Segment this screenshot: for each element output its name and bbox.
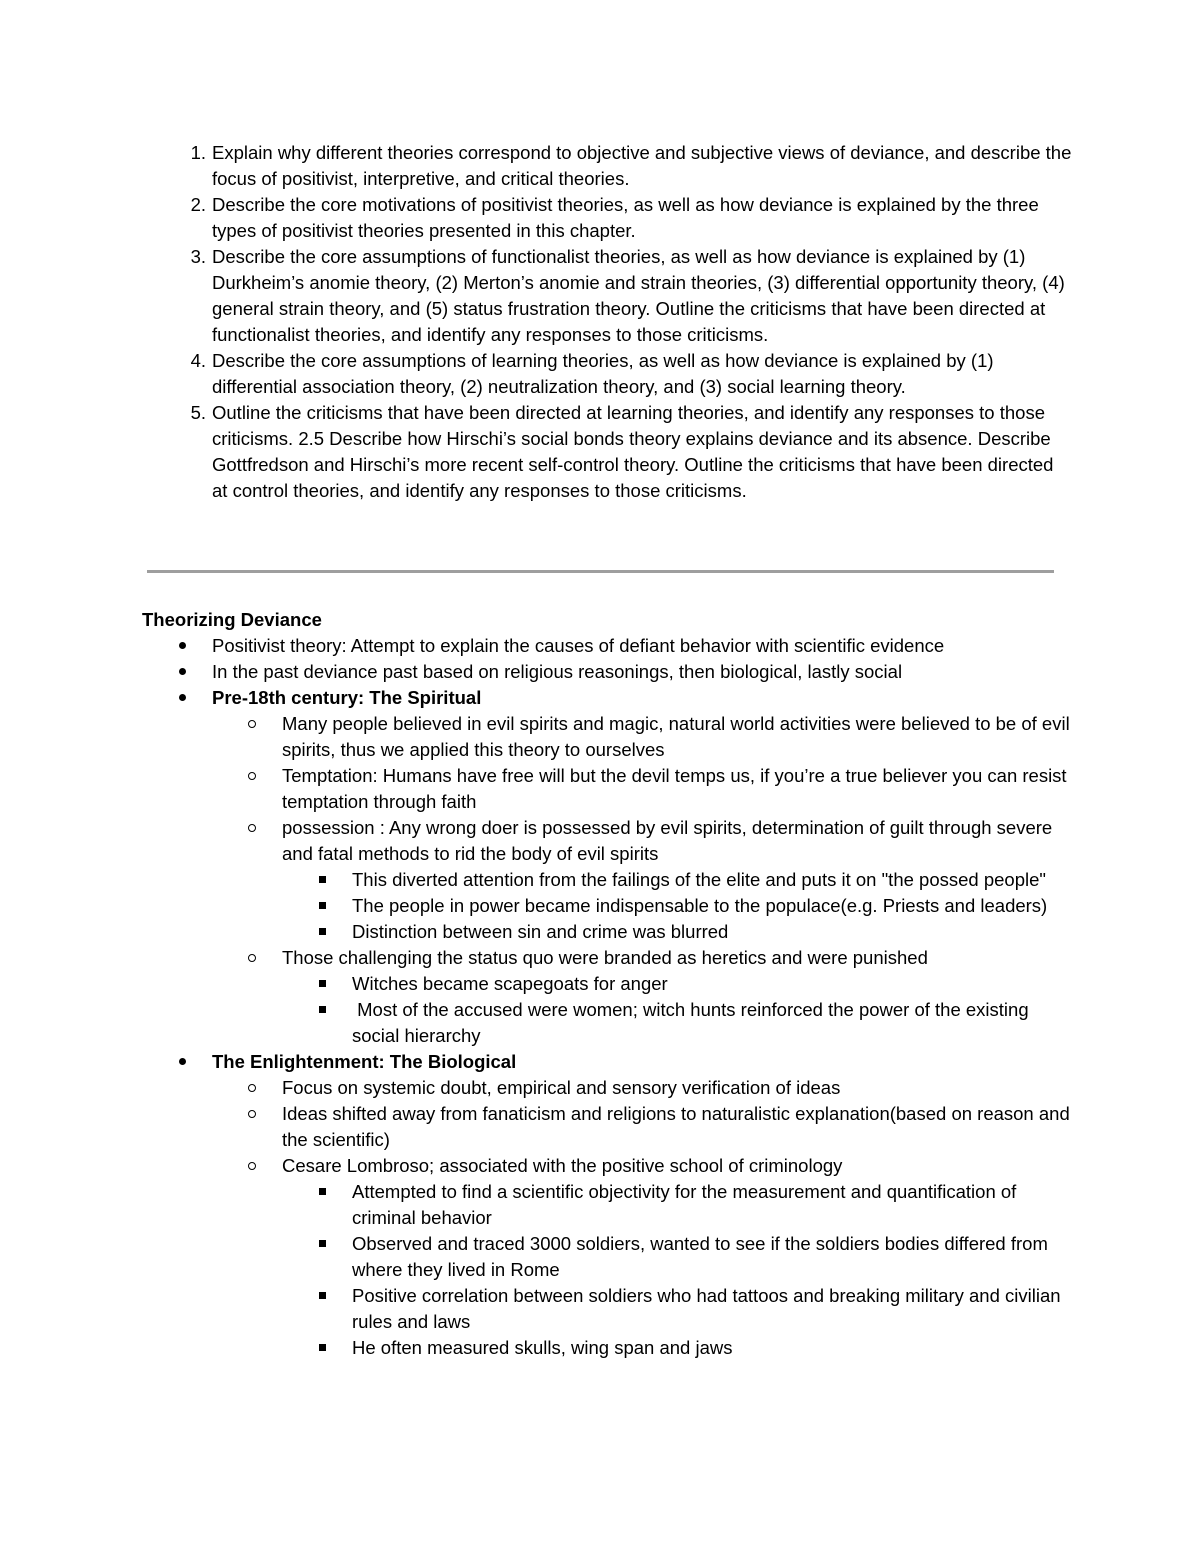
list-item [352, 1179, 1072, 1231]
list-item [282, 815, 1072, 945]
list-item [282, 1075, 1072, 1101]
circle-bullet-icon [242, 1075, 262, 1101]
list-item-text: Cesare Lombroso; associated with the positive school of criminology [282, 1155, 843, 1176]
bullet-list-level-3 [352, 867, 1072, 945]
objective-text: Describe the core motivations of positivist theories, as well as how deviance is explained by the three types of positivist theories presented in this chapter. [212, 194, 1039, 241]
square-bullet-icon [312, 1179, 332, 1205]
objective-item [190, 400, 1072, 504]
square-bullet-icon [312, 997, 332, 1023]
list-item-text: Those challenging the status quo were branded as heretics and were punished [282, 947, 928, 968]
learning-objectives-list [190, 140, 1072, 504]
list-item [282, 763, 1072, 815]
objective-text: Describe the core assumptions of learning theories, as well as how deviance is explained by (1) differential association theory, (2) neutralization theory, and (3) social learning theory. [212, 350, 994, 397]
bullet-list-level-2 [282, 1075, 1072, 1361]
subheading-biological: The Enlightenment: The Biological [212, 1051, 517, 1072]
list-item-text: Ideas shifted away from fanaticism and religions to naturalistic explanation(based on reason and the scientific) [282, 1103, 1070, 1150]
square-bullet-icon [312, 919, 332, 945]
list-item-text: Many people believed in evil spirits and magic, natural world activities were believed to be of evil spirits, thus we applied this theory to ourselves [282, 713, 1070, 760]
list-item-text: Witches became scapegoats for anger [352, 973, 668, 994]
bullet-list-level-1 [212, 633, 1072, 1361]
list-item [352, 867, 1072, 893]
list-item-text: Positivist theory: Attempt to explain the causes of defiant behavior with scientific evidence [212, 635, 945, 656]
objective-number: 4. [190, 350, 206, 371]
objective-item [190, 348, 1072, 400]
list-item [212, 659, 1072, 685]
list-item-text: Positive correlation between soldiers who had tattoos and breaking military and civilian rules and laws [352, 1285, 1061, 1332]
list-item [282, 1153, 1072, 1361]
objective-number: 1. [190, 142, 206, 163]
circle-bullet-icon [242, 711, 262, 737]
objective-number: 5. [190, 402, 206, 423]
circle-bullet-icon [242, 1101, 262, 1127]
list-item [352, 1283, 1072, 1335]
list-item [352, 919, 1072, 945]
circle-bullet-icon [242, 1153, 262, 1179]
list-item [352, 971, 1072, 997]
circle-bullet-icon [242, 945, 262, 971]
list-item [282, 711, 1072, 763]
list-item [352, 1231, 1072, 1283]
objective-item [190, 244, 1072, 348]
objective-text: Outline the criticisms that have been directed at learning theories, and identify any responses to those criticisms. 2.5 Describe how Hirschi’s social bonds theory explains deviance and its absence. Describe Gottfredson and Hirschi’s more recent self-control theory. Outline the criticisms that have been directed at control theories, and identify any responses to those criticisms. [212, 402, 1054, 501]
list-item-text: In the past deviance past based on religious reasonings, then biological, lastly social [212, 661, 903, 682]
list-item [282, 945, 1072, 1049]
list-item-text: possession : Any wrong doer is possessed by evil spirits, determination of guilt through severe and fatal methods to rid the body of evil spirits [282, 817, 1053, 864]
bullet-list-level-3 [352, 971, 1072, 1049]
circle-bullet-icon [242, 815, 262, 841]
square-bullet-icon [312, 1335, 332, 1361]
list-item-text: The people in power became indispensable to the populace(e.g. Priests and leaders) [352, 895, 1048, 916]
disc-bullet-icon [172, 633, 192, 659]
objective-text: Explain why different theories correspond to objective and subjective views of deviance, and describe the focus of positivist, interpretive, and critical theories. [212, 142, 1072, 189]
section-title: Theorizing Deviance [142, 609, 322, 630]
objective-item [190, 140, 1072, 192]
horizontal-divider [147, 570, 1054, 573]
disc-bullet-icon [172, 1049, 192, 1075]
objective-number: 2. [190, 194, 206, 215]
disc-bullet-icon [172, 685, 192, 711]
bullet-list-level-3 [352, 1179, 1072, 1361]
list-item-text: Attempted to find a scientific objectivity for the measurement and quantification of criminal behavior [352, 1181, 1017, 1228]
list-item [212, 685, 1072, 1049]
list-item-text: Observed and traced 3000 soldiers, wanted to see if the soldiers bodies differed from where they lived in Rome [352, 1233, 1048, 1280]
theorizing-deviance-section [142, 607, 1072, 1361]
list-item-text: Most of the accused were women; witch hunts reinforced the power of the existing social hierarchy [352, 999, 1034, 1046]
list-item-text: Distinction between sin and crime was blurred [352, 921, 729, 942]
objective-item [190, 192, 1072, 244]
disc-bullet-icon [172, 659, 192, 685]
list-item-text: Temptation: Humans have free will but the devil temps us, if you’re a true believer you can resist temptation through faith [282, 765, 1067, 812]
square-bullet-icon [312, 893, 332, 919]
list-item [282, 1101, 1072, 1153]
square-bullet-icon [312, 1231, 332, 1257]
square-bullet-icon [312, 1283, 332, 1309]
list-item [352, 1335, 1072, 1361]
circle-bullet-icon [242, 763, 262, 789]
bullet-list-level-2 [282, 711, 1072, 1049]
square-bullet-icon [312, 971, 332, 997]
list-item [212, 633, 1072, 659]
list-item-text: This diverted attention from the failings of the elite and puts it on "the possed people" [352, 869, 1046, 890]
list-item [212, 1049, 1072, 1361]
square-bullet-icon [312, 867, 332, 893]
subheading-spiritual: Pre-18th century: The Spiritual [212, 687, 482, 708]
objective-text: Describe the core assumptions of functionalist theories, as well as how deviance is explained by (1) Durkheim’s anomie theory, (2) Merton’s anomie and strain theories, (3) differential opportunity theory, (4) general strain theory, and (5) status frustration theory. Outline the criticisms that have been directed at functionalist theories, and identify any responses to those criticisms. [212, 246, 1065, 345]
objective-number: 3. [190, 246, 206, 267]
list-item-text: Focus on systemic doubt, empirical and sensory verification of ideas [282, 1077, 841, 1098]
list-item [352, 997, 1072, 1049]
list-item-text: He often measured skulls, wing span and jaws [352, 1337, 733, 1358]
list-item [352, 893, 1072, 919]
